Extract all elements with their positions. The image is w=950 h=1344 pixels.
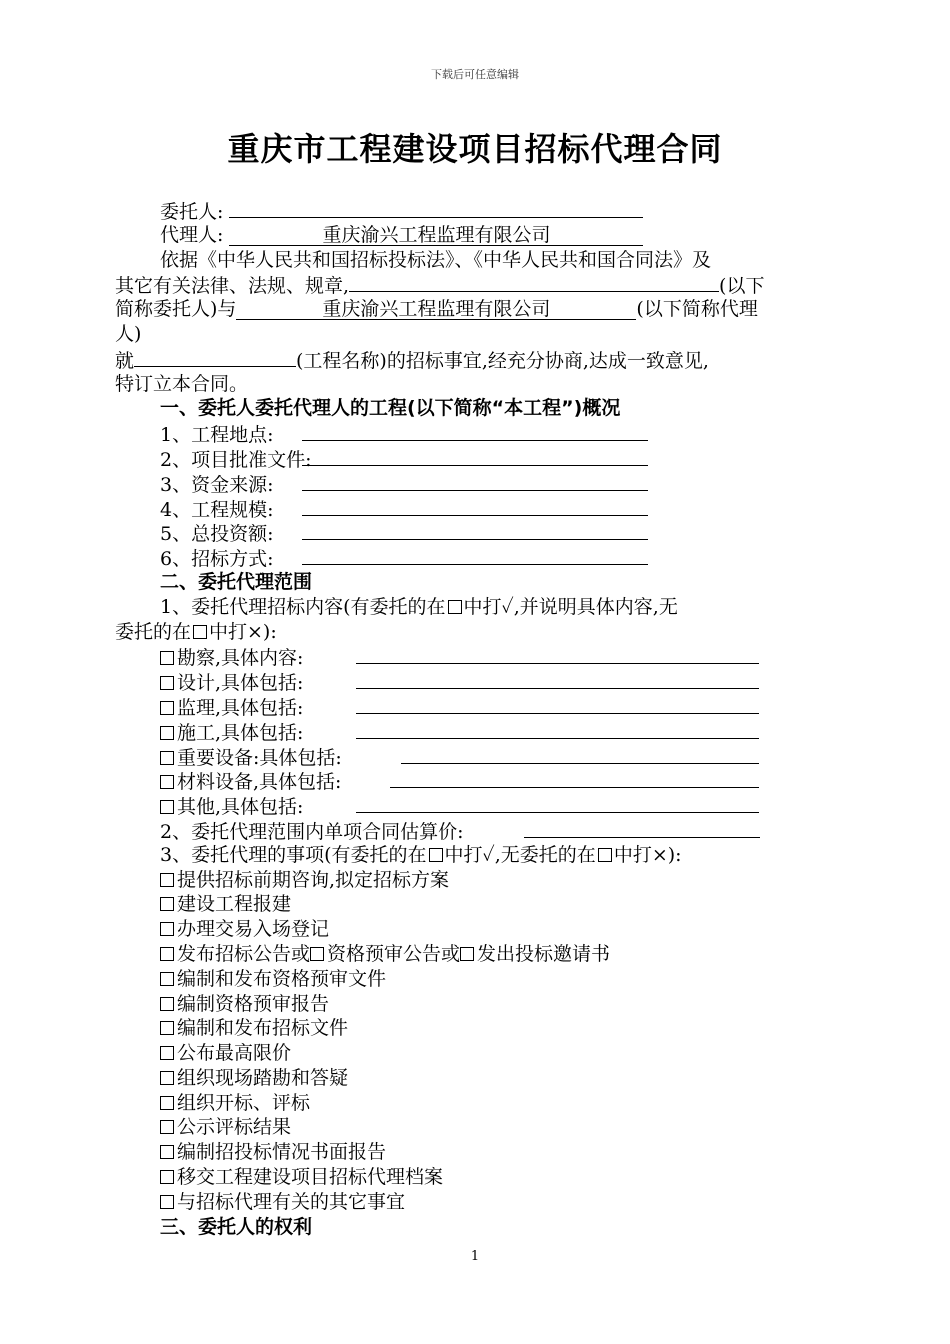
matter-item: 编制资格预审报告 [115,992,845,1017]
construction-field[interactable] [356,719,759,739]
matter-item: 编制和发布资格预审文件 [115,967,845,992]
project-site-line: 1、工程地点: [115,421,845,446]
matter-checkbox[interactable] [310,947,324,961]
matter-checkbox[interactable] [160,947,174,961]
matter-item: 编制招投标情况书面报告 [115,1140,845,1165]
matter-item: 建设工程报建 [115,892,845,917]
approval-docs-field[interactable] [302,446,648,466]
basis-line-5: 就 (工程名称)的招标事宜,经充分协商,达成一致意见, [115,347,845,372]
scope-item-major-equipment: 重要设备:具体包括: [115,744,845,769]
construction-checkbox[interactable] [160,726,174,740]
tender-method-field[interactable] [302,545,648,565]
matter-item: 提供招标前期咨询,拟定招标方案 [115,868,845,893]
matter-item: 组织开标、评标 [115,1091,845,1116]
survey-checkbox[interactable] [160,651,174,665]
estimate-field[interactable] [524,818,760,838]
regulations-field[interactable] [349,272,719,292]
scope-item-survey: 勘察,具体内容: [115,644,845,669]
fund-source-line: 3、资金来源: [115,471,845,496]
matter-item: 公示评标结果 [115,1115,845,1140]
page-number: 1 [470,1249,480,1264]
matter-checkbox[interactable] [160,972,174,986]
agent-name-field[interactable]: 重庆渝兴工程监理有限公司 [236,300,636,320]
contract-body [115,198,845,1239]
matters-intro-line: 3、委托代理的事项(有委托的在 中打✓,无委托的在 中打×): [160,843,682,866]
basis-line-3: 简称委托人)与 重庆渝兴工程监理有限公司 (以下简称代理 [115,298,758,321]
matter-checkbox[interactable] [160,922,174,936]
checkbox-icon [193,625,207,639]
matter-checkbox[interactable] [160,1021,174,1035]
total-investment-field[interactable] [302,520,648,540]
matter-item: 组织现场踏勘和答疑 [115,1066,845,1091]
total-investment-line: 5、总投资额: [115,520,845,545]
supervision-field[interactable] [356,694,759,714]
scope-item-supervision: 监理,具体包括: [115,694,845,719]
estimate-line: 2、委托代理范围内单项合同估算价: [115,818,845,843]
agent-field[interactable]: 重庆渝兴工程监理有限公司 [229,226,643,246]
matter-checkbox[interactable] [160,1071,174,1085]
project-name-field[interactable] [134,347,296,367]
checkbox-icon [429,848,443,862]
matter-checkbox[interactable] [460,947,474,961]
principal-line [115,198,845,223]
checkbox-icon [598,848,612,862]
matter-checkbox[interactable] [160,997,174,1011]
matter-checkbox[interactable] [160,897,174,911]
scope-intro-line-1: 1、委托代理招标内容(有委托的在 中打✓,并说明具体内容,无 [160,595,678,618]
matter-checkbox[interactable] [160,1195,174,1209]
principal-label: 委托人: [160,201,224,223]
other-checkbox[interactable] [160,800,174,814]
matter-item: 与招标代理有关的其它事宜 [115,1190,845,1215]
document-title: 重庆市工程建设项目招标代理合同 [227,130,723,168]
basis-line-6: 特订立本合同。 [115,372,249,395]
scope-item-design: 设计,具体包括: [115,669,845,694]
project-scale-field[interactable] [302,496,648,516]
major-equipment-field[interactable] [401,744,759,764]
basis-line-2: 其它有关法律、法规、规章, (以下 [115,272,845,297]
other-field[interactable] [356,793,759,813]
major-equipment-checkbox[interactable] [160,751,174,765]
materials-field[interactable] [390,768,759,788]
checkbox-icon [448,600,462,614]
design-checkbox[interactable] [160,676,174,690]
fund-source-field[interactable] [302,471,648,491]
section1-heading: 一、委托人委托代理人的工程(以下简称“本工程”)概况 [160,397,621,420]
basis-line-4: 人) [115,322,142,345]
matter-checkbox[interactable] [160,1170,174,1184]
scope-item-materials: 材料设备,具体包括: [115,768,845,793]
matter-checkbox[interactable] [160,1046,174,1060]
matter-checkbox[interactable] [160,1096,174,1110]
scope-item-other: 其他,具体包括: [115,793,845,818]
matter-checkbox[interactable] [160,1120,174,1134]
matter-checkbox[interactable] [160,873,174,887]
matter-item: 办理交易入场登记 [115,917,845,942]
principal-field[interactable] [229,198,643,218]
section3-heading: 三、委托人的权利 [160,1215,313,1238]
matter-item: 编制和发布招标文件 [115,1016,845,1041]
materials-checkbox[interactable] [160,775,174,789]
header-note: 下载后可任意编辑 [431,68,519,81]
scope-item-construction: 施工,具体包括: [115,719,845,744]
matter-item: 移交工程建设项目招标代理档案 [115,1165,845,1190]
matter-item: 公布最高限价 [115,1041,845,1066]
scope-intro-line-2: 委托的在 中打×): [115,620,277,643]
agent-label: 代理人: [160,223,224,246]
design-field[interactable] [356,669,759,689]
survey-field[interactable] [356,644,759,664]
project-scale-line: 4、工程规模: [115,496,845,521]
basis-line-1: 依据《中华人民共和国招标投标法》、《中华人民共和国合同法》及 [160,248,712,271]
agent-line [115,223,845,248]
approval-docs-line: 2、项目批准文件: [115,446,845,471]
project-site-field[interactable] [302,421,648,441]
tender-method-line: 6、招标方式: [115,545,845,570]
matter-checkbox[interactable] [160,1145,174,1159]
matter-item-publish: 发布招标公告或 资格预审公告或 发出投标邀请书 [115,942,845,967]
section2-heading: 二、委托代理范围 [160,570,313,593]
supervision-checkbox[interactable] [160,701,174,715]
